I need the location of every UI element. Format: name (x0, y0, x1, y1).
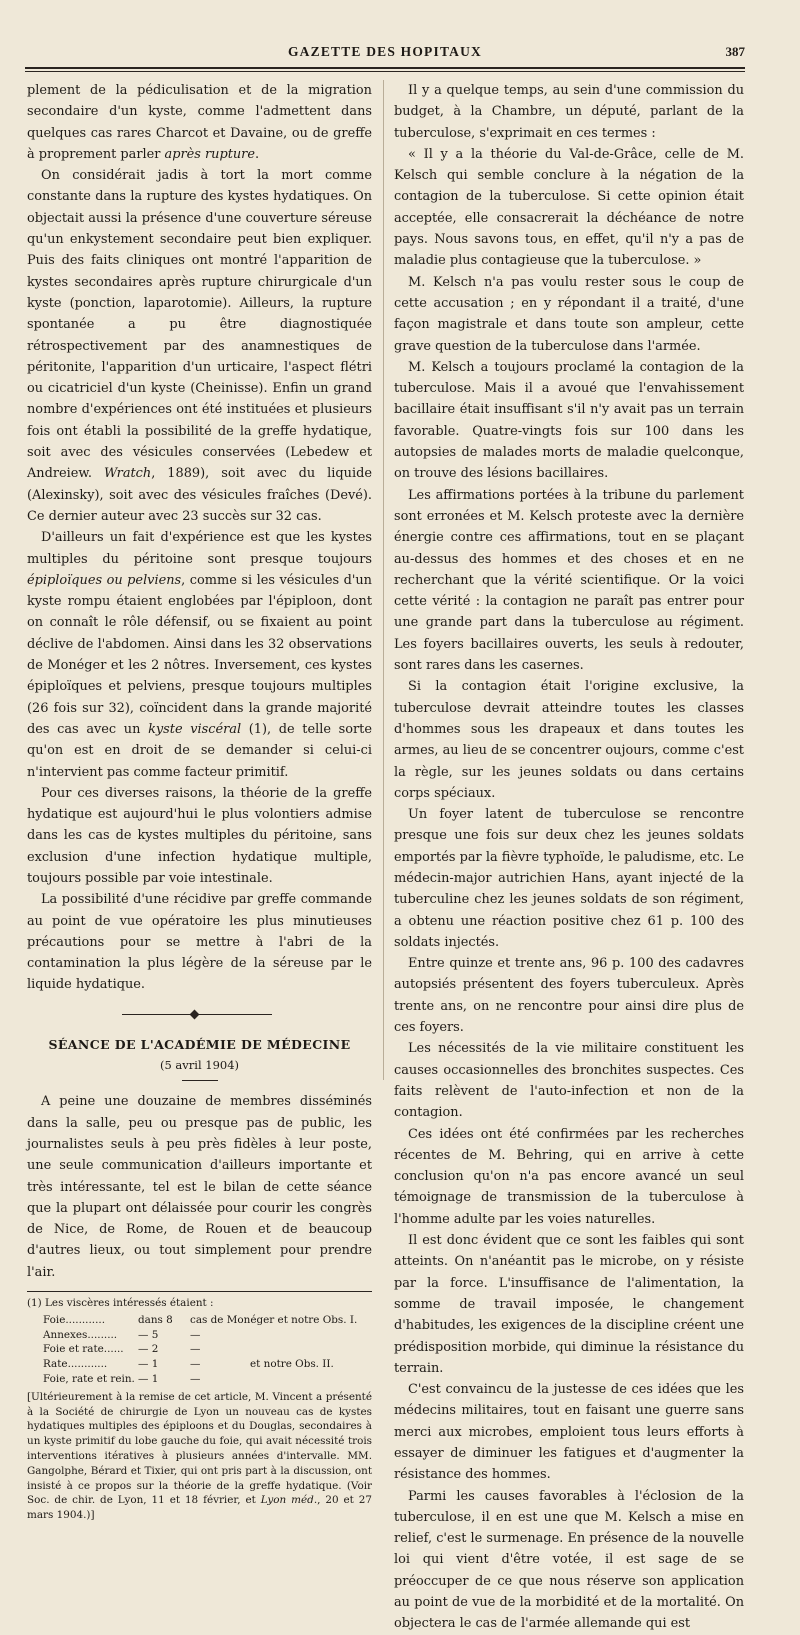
organ-cell: Foie et rate...... (43, 1343, 124, 1356)
paragraph: Pour ces diverses raisons, la théorie de la greffe hydatique est aujourd'hui le plus volontiers admise dans les cas de kystes multiples du péritoine, sans exclusion d'une infection hydatique multiple, toujours possible par voie intestinale. (27, 785, 372, 886)
italic-run: Lyon méd. (260, 1494, 318, 1507)
header-rule-thin (25, 71, 745, 72)
text-run: , 20 et 27 mars 1904.)] (27, 1494, 372, 1522)
text-run: , 1889), soit avec du liquide (Alexinsky), soit avec des vésicules fraîches (Devé). Ce dernier auteur avec 23 succès sur 32 cas. (27, 466, 372, 524)
count-cell: — 1 (138, 1358, 159, 1371)
italic-run: après rupture (164, 146, 255, 162)
text-run: (1), de telle sorte qu'on est en droit de se demander si celui-ci n'intervient pas comme facteur primitif. (27, 721, 372, 780)
paragraph: Les affirmations portées à la tribune du parlement sont erronées et M. Kelsch proteste avec la dernière énergie contre ces affirmations, tout en se plaçant au-dessus des hommes et des choses et en ne recherchant que la vérité scientifique. Or la voici cette vérité : la contagion ne paraît pas entrer pour une grande part dans la tuberculose au régiment. Les foyers bacillaires ouverts, les seuls à redouter, sont rares dans les casernes. (394, 487, 744, 674)
italic-run: Wratch (103, 466, 152, 482)
rest-cell: — (190, 1373, 201, 1386)
header-rule-thick (25, 67, 745, 69)
text-run: [Ultérieurement à la remise de cet article, M. Vincent a présenté à la Société de chirurgie de Lyon un nouveau cas de kystes hydatiques multiples des épiploons et du Douglas, secondaires à un kyste primitif du lobe gauche du foie, qui avait nécessité trois interventions itératives à plusieurs années d'intervalle. MM. Gangolphe, Bérard et Tixier, qui ont pris part à la discussion, ont insisté à ce propos sur la théorie de la greffe hydatique. (Voir Soc. de chir. de Lyon, 11 et 18 février, et (27, 1390, 372, 1507)
paragraph: Ces idées ont été confirmées par les recherches récentes de M. Behring, qui en arrive à cette conclusion qu'on n'a pas encore avancé un seul témoignage de transmission de la tuberculose à l'homme adulte par les voies naturelles. (394, 1126, 744, 1227)
rest-cell: — (190, 1328, 201, 1341)
organ-cell: Foie............ (43, 1313, 106, 1326)
rest-cell: — (190, 1358, 201, 1371)
paragraph: M. Kelsch n'a pas voulu rester sous le coup de cette accusation ; en y répondant il a traité, d'une façon magistrale et dans toute son ampleur, cette grave question de la tuberculose dans l'armée. (394, 274, 744, 354)
count-cell: — 5 (138, 1328, 159, 1341)
paragraph: Il est donc évident que ce sont les faibles qui sont atteints. On n'anéantit pas le microbe, on y résiste par la force. L'insuffisance de l'alimentation, la somme de travail imposée, le changement d'habitudes, les exigences de la discipline créent une prédisposition morbide, qui diminue la résistance du terrain. (394, 1233, 744, 1376)
organ-table (43, 1313, 357, 1387)
text-run: . (254, 146, 260, 162)
italic-run: kyste viscéral (148, 721, 242, 737)
page-number: 387 (725, 44, 745, 59)
paragraph: M. Kelsch a toujours proclamé la contagion de la tuberculose. Mais il a avoué que l'envahissement bacillaire était insuffisant s'il n'y avait pas un terrain favorable. Quatre-vingts fois sur 100 dans les autopsies de malades morts de maladie quelconque, on trouve des lésions bacillaires. (394, 359, 744, 482)
right-column (394, 80, 744, 1635)
section-separator (27, 1002, 372, 1026)
table-row (43, 1357, 357, 1372)
table-row (43, 1313, 357, 1328)
count-cell: dans 8 (138, 1313, 173, 1326)
footnote-lead: (1) Les viscères intéressés étaient : (27, 1297, 214, 1310)
footnote (27, 1296, 372, 1523)
table-row (43, 1342, 357, 1357)
paragraph: Parmi les causes favorables à l'éclosion de la tuberculose, il en est une que M. Kelsch a mise en relief, c'est le surmenage. En présence de la nouvelle loi qui vient d'être votée, il est sage de se préoccuper de ce que nous réserve son application au point de vue de la morbidité et de la mortalité. On objectera le cas de l'armée allemande qui est (394, 1488, 744, 1632)
text-run: plement de la pédiculisation et de la migration secondaire d'un kyste, comme l'admettent dans quelques cas rares Charcot et Davaine, ou de greffe à proprement parler (27, 83, 372, 162)
text-run: D'ailleurs un fait d'expérience est que les kystes multiples du péritoine sont presque toujours (27, 530, 372, 567)
paragraph: Si la contagion était l'origine exclusive, la tuberculose devrait atteindre toutes les classes d'hommes sous les drapeaux et dans toutes les armes, au lieu de se concentrer oujours, comme c'est la règle, sur les jeunes soldats ou dans certains corps spéciaux. (394, 679, 744, 801)
table-row (43, 1328, 357, 1343)
organ-cell: Foie, rate et rein. (43, 1373, 135, 1386)
paragraph: C'est convaincu de la justesse de ces idées que les médecins militaires, tout en faisant une guerre sans merci aux microbes, emploient tous leurs efforts à essayer de diminuer les fatigues et d'augmenter la résistance des hommes. (394, 1382, 744, 1483)
paragraph: A peine une douzaine de membres disséminés dans la salle, peu ou presque pas de public, les journalistes seuls à peu près fidèles à leur poste, une seule communication d'ailleurs importante et très intéressante, tel est le bilan de cette séance que la plupart ont délaissée pour courir les congrès de Nice, de Rome, de Rouen et de beaucoup d'autres lieux, ou tout simplement pour prendre l'air. (27, 1094, 372, 1280)
left-column (27, 80, 372, 1523)
italic-run: épiploïques ou pelviens (27, 572, 182, 588)
section-rule (182, 1080, 218, 1081)
paragraph (27, 165, 372, 527)
paragraph: Entre quinze et trente ans, 96 p. 100 des cadavres autopsiés présentent des foyers tuberculeux. Après trente ans, on ne rencontre pour ainsi dire plus de ces foyers. (394, 956, 744, 1036)
running-title: GAZETTE DES HOPITAUX (287, 44, 483, 59)
extra-cell (250, 1328, 357, 1343)
table-row (43, 1372, 357, 1387)
text-run: , comme si les vésicules d'un kyste rompu étaient englobées par l'épiploon, dont on connaît le rôle défensif, ou se fixaient au point déclive de l'abdomen. Ainsi dans les 32 observations de Monéger et les 2 nôtres. Inversement, ces kystes épiploïques et pelviens, presque toujours multiples (26 fois sur 32), coïncident dans la grande majorité des cas avec un (27, 572, 372, 737)
footnote-rule (27, 1291, 372, 1292)
page-header (25, 44, 745, 64)
paragraph: La possibilité d'une récidive par greffe commande au point de vue opératoire les plus minutieuses précautions pour se mettre à l'abri de la contamination la plus légère de la séreuse par le liquide hydatique. (27, 892, 372, 993)
section-date: (5 avril 1904) (159, 1058, 240, 1073)
extra-cell (250, 1342, 357, 1357)
text-run: On considérait jadis à tort la mort comme constante dans la rupture des kystes hydatiques. On objectait aussi la présence d'une couverture séreuse qu'un enkystement secondaire peut bien expliquer. Puis des faits cliniques ont montré l'apparition de kystes secondaires après rupture chirurgicale d'un kyste (ponction, laparotomie). Ailleurs, la rupture spontanée a pu être diagnostiquée rétrospectivement par des anamnestiques de péritonite, l'apparition d'un urticaire, l'aspect flétri ou cicatriciel d'un kyste (Cheinisse). Enfin un grand nombre d'expériences ont été instituées et plusieurs fois ont établi la possibilité de la greffe hydatique, soit avec des vésicules conservées (Lebedew et Andreiew. (27, 168, 372, 482)
column-divider (383, 80, 384, 1080)
separator-ornament (190, 1009, 200, 1019)
count-cell: — 1 (138, 1373, 159, 1386)
extra-cell: et notre Obs. II. (250, 1358, 334, 1371)
count-cell: — 2 (138, 1343, 159, 1356)
paragraph (27, 80, 372, 165)
paragraph (27, 527, 372, 783)
organ-cell: Rate............ (43, 1358, 108, 1371)
paragraph: Il y a quelque temps, au sein d'une commission du budget, à la Chambre, un député, parlant de la tuberculose, s'exprimait en ces termes : (394, 83, 744, 141)
paragraph: Un foyer latent de tuberculose se rencontre presque une fois sur deux chez les jeunes soldats emportés par la fièvre typhoïde, le paludisme, etc. Le médecin-major autrichien Hans, ayant injecté de la tuberculine chez les jeunes soldats de son régiment, a obtenu une réaction positive chez 61 p. 100 des soldats injectés. (394, 807, 744, 950)
organ-cell: Annexes......... (43, 1328, 118, 1341)
rest-cell: — (190, 1343, 201, 1356)
paragraph: « Il y a la théorie du Val-de-Grâce, celle de M. Kelsch qui semble conclure à la négation de la contagion de la tuberculose. Si cette opinion était acceptée, elle consacrerait la déchéance de notre pays. Nous savons tous, en effet, qu'il n'y a pas de maladie plus contagieuse que la tuberculose. » (394, 146, 744, 269)
extra-cell (250, 1372, 357, 1387)
rest-cell: cas de Monéger et notre Obs. I. (190, 1313, 358, 1326)
section-title: SÉANCE DE L'ACADÉMIE DE MÉDECINE (48, 1036, 351, 1052)
footnote-addendum (27, 1390, 372, 1523)
paragraph: Les nécessités de la vie militaire constituent les causes occasionnelles des bronchites suspectes. Ces faits relèvent de l'auto-infection et non de la contagion. (394, 1041, 744, 1121)
